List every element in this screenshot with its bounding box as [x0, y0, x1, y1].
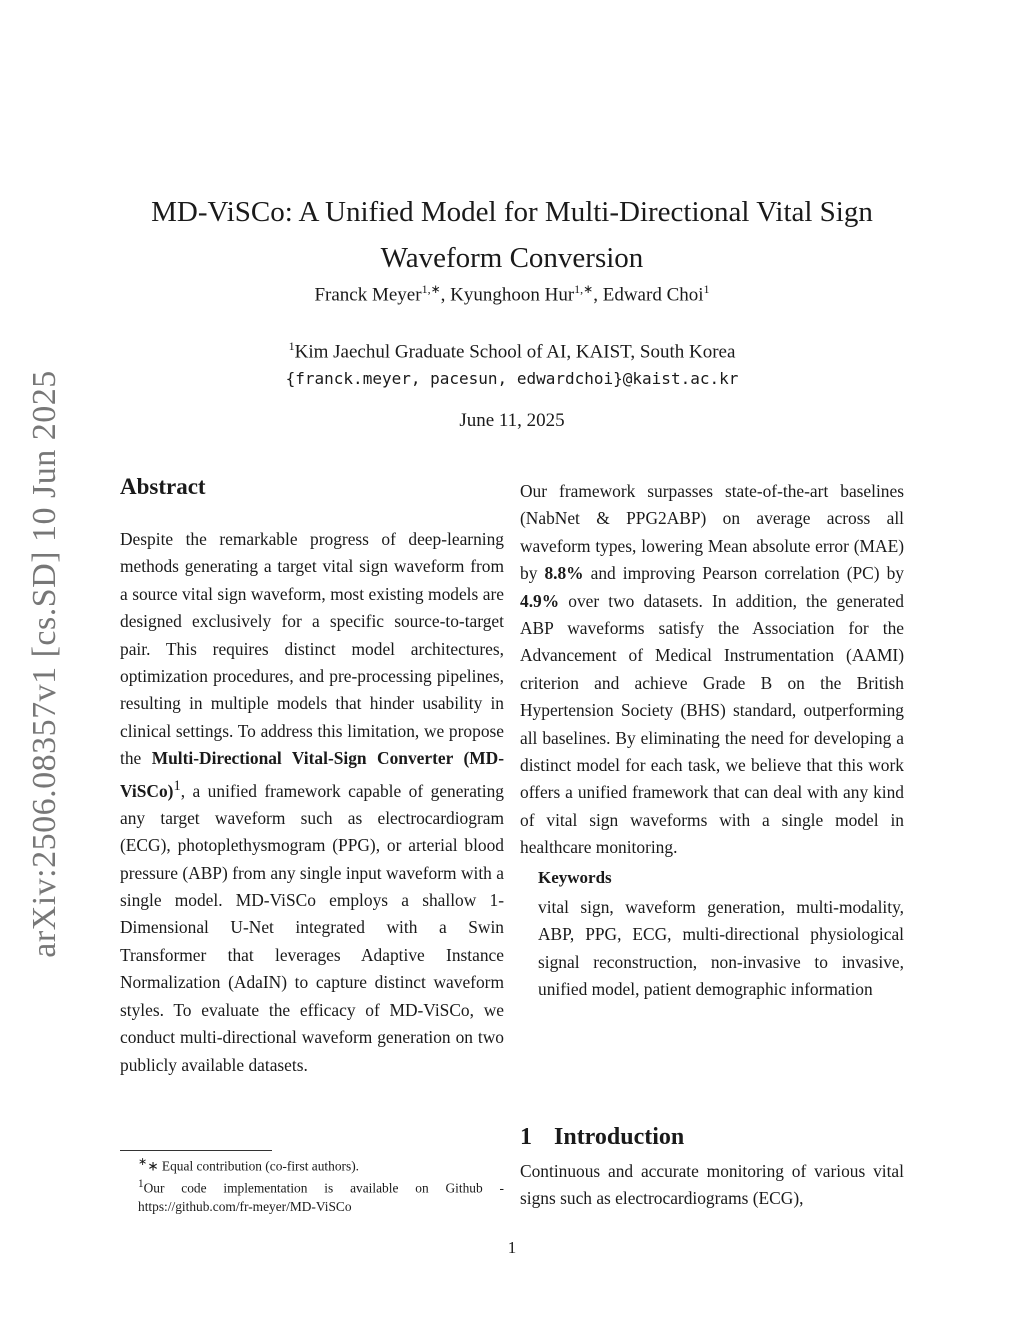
abstract-cont-text: over two datasets. In addition, the generated ABP waveforms satisfy the Association for the Advancement of Medical Instrumentation (AAMI) criterion and achieve Grade B on the British Hypertension Society (BHS) standard, outperforming all baselines. By eliminating the need for developing a distinct model for each task, we believe that this work offers a unified framework that can deal with any kind of vital sign waveforms with a single model in healthcare monitoring.: [520, 590, 904, 858]
paper-title: [140, 189, 884, 281]
left-column: [120, 474, 504, 1079]
footnote-reference: 1: [173, 777, 181, 794]
affiliation-mark: 1: [288, 339, 295, 353]
abstract-cont-text: Our framework surpasses state-of-the-art baselines (NabNet & PPG2ABP) on average across all waveform types, lowering Mean absolute error (MAE) by: [520, 481, 904, 584]
arxiv-identifier: arXiv:2506.08357v1 [cs.SD] 10 Jun 2025: [26, 370, 63, 958]
affiliation: [140, 339, 884, 363]
title-line-2: Waveform Conversion: [380, 242, 644, 275]
model-name: Multi-Directional Vital-Sign Converter (MD-ViSCo): [120, 748, 504, 801]
author-name: Franck Meyer: [314, 284, 422, 306]
introduction-text: Continuous and accurate monitoring of various vital signs such as electrocardiograms (ECG),: [520, 1161, 904, 1209]
page-number: 1: [507, 1238, 517, 1257]
footnote-rule: [120, 1150, 272, 1151]
footnote-item: [120, 1153, 504, 1175]
keywords-text: vital sign, waveform generation, multi-modality, ABP, PPG, ECG, multi-directional physiological signal reconstruction, non-invasive to invasive, unified model, patient demographic information: [538, 896, 904, 999]
pc-improvement: 4.9%: [520, 590, 560, 611]
introduction-heading: [520, 1124, 684, 1151]
footnotes: [120, 1153, 504, 1216]
footnote-item: [120, 1175, 504, 1215]
abstract-paragraph: [120, 526, 504, 1079]
abstract-text-after: , a unified framework capable of generating any target waveform such as electrocardiogram (ECG), photoplethysmogram (PPG), or arterial blood pressure (ABP) from any single input waveform with a single model. MD-ViSCo employs a shallow 1-Dimensional U-Net integrated with a Swin Transformer that leverages Adaptive Instance Normalization (AdaIN) to capture distinct waveform styles. To evaluate the efficacy of MD-ViSCo, we conduct multi-directional waveform generation on two publicly available datasets.: [120, 780, 504, 1075]
abstract-heading: Abstract: [120, 474, 206, 499]
right-column: [520, 478, 904, 1003]
author-affiliation-mark: 1,∗: [421, 282, 441, 296]
footnote-text: ∗ Equal contribution (co-first authors).: [147, 1158, 360, 1174]
abstract-text-before: Despite the remarkable progress of deep-learning methods generating a target vital sign waveform from a source vital sign waveform, most existing models are designed exclusively for a specific source-to-target pair. This requires distinct model architectures, optimization procedures, and pre-processing pipelines, resulting in multiple models that hinder usability in clinical settings. To address this limitation, we propose the: [120, 529, 504, 769]
footnote-text: Our code implementation is available on Github - https://github.com/fr-meyer/MD-ViSCo: [138, 1180, 504, 1214]
keywords-label: Keywords: [538, 867, 612, 887]
section-number: 1: [520, 1123, 532, 1150]
title-line-1: MD-ViSCo: A Unified Model for Multi-Directional Vital Sign: [151, 196, 873, 229]
author-name: Edward Choi: [602, 284, 704, 306]
footnote-mark: ∗: [138, 1156, 148, 1168]
affiliation-text: Kim Jaechul Graduate School of AI, KAIST, South Korea: [294, 341, 736, 363]
abstract-continuation: [520, 478, 904, 862]
mae-improvement: 8.8%: [544, 563, 584, 584]
publication-date: June 11, 2025: [459, 410, 565, 431]
abstract-cont-text: and improving Pearson correlation (PC) by: [583, 563, 904, 584]
author-affiliation-mark: 1: [703, 282, 710, 296]
footnote-mark: 1: [138, 1178, 144, 1191]
author-name: Kyunghoon Hur: [450, 284, 575, 306]
author-list: Franck Meyer$^{1,∗}$, Kyunghoon Hur$^{1,∗}$, Edward Choi$^1$: [314, 282, 710, 306]
author-affiliation-mark: 1,∗: [574, 282, 594, 296]
author-emails: {franck.meyer, pacesun, edwardchoi}@kaist.ac.kr: [285, 369, 739, 388]
section-title: Introduction: [554, 1123, 685, 1150]
